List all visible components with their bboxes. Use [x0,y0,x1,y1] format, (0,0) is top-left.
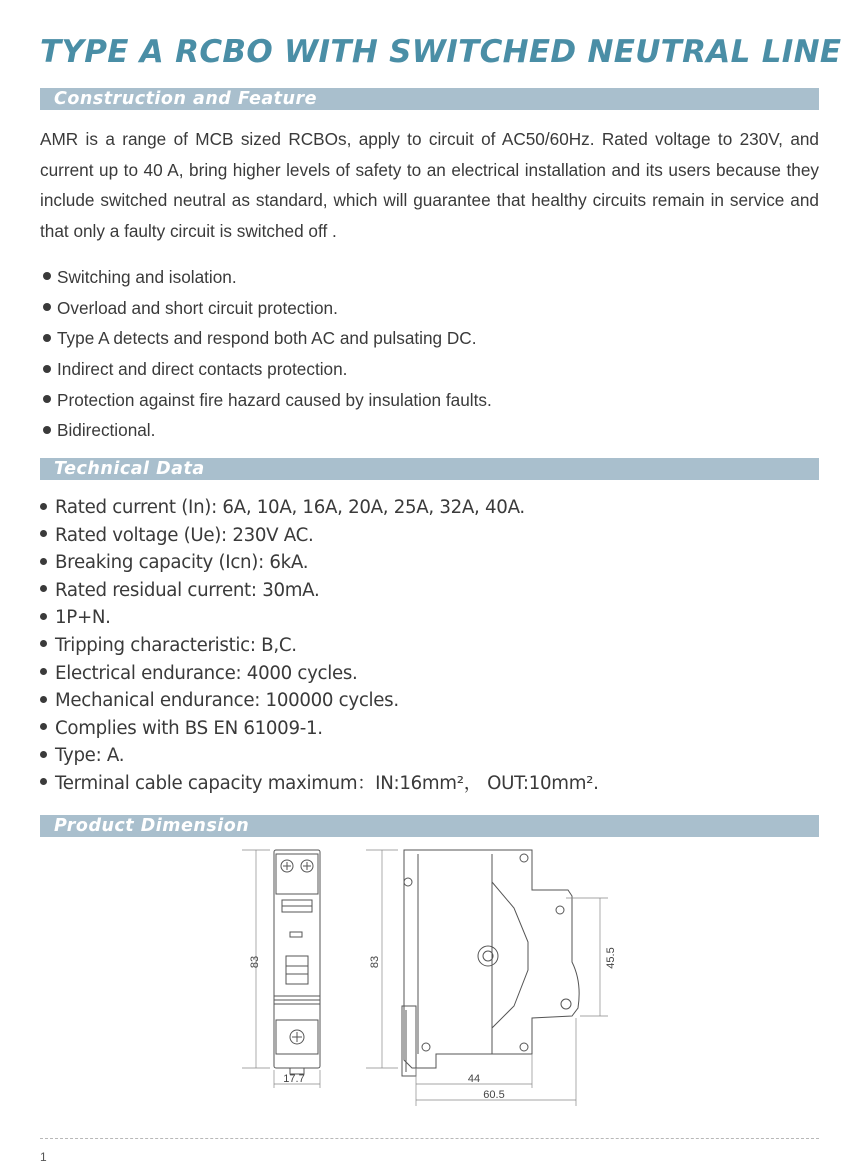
bullet-icon [43,426,51,434]
technical-item: Tripping characteristic: B,C. [40,632,599,660]
page-title: TYPE A RCBO WITH SWITCHED NEUTRAL LINE [40,34,842,70]
bullet-icon [40,723,47,730]
bullet-icon [43,395,51,403]
page-number: 1 [40,1150,47,1164]
front-view [242,850,320,1088]
bullet-icon [40,558,47,565]
bullet-icon [40,751,47,758]
side-step-label: 45.5 [605,947,617,969]
technical-item: Rated residual current: 30mA. [40,577,599,605]
dimension-drawing [236,842,636,1112]
feature-item: Bidirectional. [40,415,492,446]
front-width-label: 17.7 [283,1073,305,1085]
feature-item: Indirect and direct contacts protection. [40,354,492,385]
bullet-icon [40,668,47,675]
bullet-icon [40,696,47,703]
bullet-icon [40,503,47,510]
bullet-icon [40,613,47,620]
technical-item: 1P+N. [40,604,599,632]
feature-item: Protection against fire hazard caused by insulation faults. [40,385,492,416]
side-height-label: 83 [369,955,381,969]
technical-data-list [40,494,599,798]
feature-item: Overload and short circuit protection. [40,293,492,324]
feature-item: Switching and isolation. [40,262,492,293]
section-header-technical: Technical Data [40,458,819,480]
bullet-icon [43,365,51,373]
front-height-label: 83 [249,955,261,969]
bullet-icon [43,303,51,311]
page-divider [40,1138,819,1139]
technical-item: Breaking capacity (Icn): 6kA. [40,549,599,577]
bullet-icon [40,778,47,785]
side-depth-total-label: 60.5 [483,1089,505,1101]
technical-item: Electrical endurance: 4000 cycles. [40,660,599,688]
intro-paragraph: AMR is a range of MCB sized RCBOs, apply to circuit of AC50/60Hz. Rated voltage to 230V, and current up to 40 A, bring higher levels of safety to an electrical installation and its users because they include switched neutral as standard, which will guarantee that healthy circuits remain in service and that only a faulty circuit is switched off . [40,129,819,241]
bullet-icon [40,530,47,537]
technical-item: Complies with BS EN 61009-1. [40,715,599,743]
technical-item: Mechanical endurance: 100000 cycles. [40,687,599,715]
section-header-construction: Construction and Feature [40,88,819,110]
feature-list [40,262,492,446]
technical-item: Type: A. [40,742,599,770]
bullet-icon [40,585,47,592]
bullet-icon [43,334,51,342]
side-view [366,850,617,1106]
technical-item: Terminal cable capacity maximum：IN:16mm²， OUT:10mm². [40,770,599,798]
bullet-icon [40,640,47,647]
feature-item: Type A detects and respond both AC and pulsating DC. [40,323,492,354]
side-depth-inner-label: 44 [467,1073,481,1085]
bullet-icon [43,272,51,280]
technical-item: Rated current (In): 6A, 10A, 16A, 20A, 25A, 32A, 40A. [40,494,599,522]
technical-item: Rated voltage (Ue): 230V AC. [40,522,599,550]
section-header-dimension: Product Dimension [40,815,819,837]
